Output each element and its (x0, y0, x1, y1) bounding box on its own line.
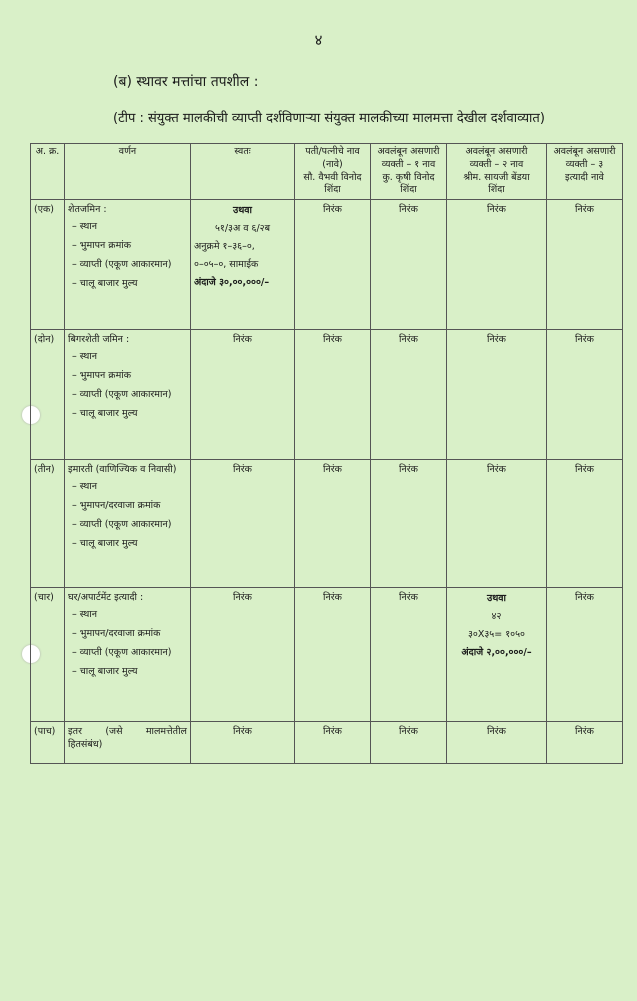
row-item: – भुमापन क्रमांक (72, 370, 132, 382)
row-description (65, 460, 191, 588)
row-title-line: हितसंबंध) (68, 739, 103, 751)
self-value: निरंक (191, 330, 295, 460)
dep1-value: निरंक (371, 722, 447, 764)
header-spouse-line: (नावे) (322, 158, 343, 170)
row-title: शेतजमिन : (68, 204, 107, 216)
header-spouse-line: शिंदा (324, 184, 341, 196)
dep2-detail-line: ३०X३५= १०५० (467, 629, 525, 641)
section-note: (टीप : संयुक्त मालकीची व्याप्ती दर्शविणाऱ्या संयुक्त मालकीच्या मालमत्ता देखील दर्शवाव्यात) (113, 111, 545, 126)
dep2-value: निरंक (447, 722, 547, 764)
dep1-value: निरंक (371, 588, 447, 722)
row-serial-no: (दोन) (31, 330, 65, 460)
dep2-value: निरंक (447, 460, 547, 588)
table-row (31, 330, 623, 460)
self-details (191, 200, 295, 330)
row-description (65, 200, 191, 330)
self-detail-line: उथवा (232, 205, 253, 217)
table-row (31, 588, 623, 722)
section-heading: (ब) स्थावर मत्तांचा तपशील : (113, 74, 259, 90)
header-dep1-line: अवलंबून असणारी (377, 146, 440, 157)
page-number: ४ (314, 31, 323, 49)
self-value: निरंक (191, 460, 295, 588)
header-dep1-line: व्यक्ती – १ नाव (381, 158, 436, 170)
dep3-value: निरंक (547, 722, 623, 764)
header-spouse (295, 144, 371, 200)
dep2-details (447, 588, 547, 722)
spouse-value: निरंक (295, 460, 371, 588)
table-row (31, 722, 623, 764)
header-dep3-line: व्यक्ती – ३ (565, 158, 604, 170)
header-spouse-line: पती/पत्नीचे नाव (305, 146, 360, 157)
row-description (65, 330, 191, 460)
row-item: – स्थान (72, 609, 98, 621)
table-header-row (31, 144, 623, 200)
header-dep1-line: शिंदा (400, 184, 417, 196)
dep2-detail-line: अंदाजे २,००,०००/– (461, 647, 532, 659)
dep2-detail-line: ४२ (491, 611, 502, 623)
header-dep2-line: अवलंबून असणारी (465, 146, 528, 157)
dep3-value: निरंक (547, 460, 623, 588)
header-dep3-line: इत्यादी नावे (565, 171, 604, 183)
header-dep2-line: श्रीम. सायजी बेंडया (463, 171, 530, 183)
header-dependent-3 (547, 144, 623, 200)
table-row (31, 460, 623, 588)
self-detail-line: ०–०५–०, सामाईक (194, 259, 259, 271)
self-detail-line: अंदाजे ३०,००,०००/– (194, 277, 270, 289)
immovable-assets-table (30, 143, 623, 764)
row-item: – व्याप्ती (एकूण आकारमान) (72, 389, 172, 401)
row-title-line (68, 724, 187, 737)
spouse-value: निरंक (295, 722, 371, 764)
header-serial-no: अ. क्र. (31, 144, 65, 200)
self-detail-line: ५१/३अ व ६/२ब (214, 223, 271, 235)
header-self: स्वतः (191, 144, 295, 200)
row-title: बिगरशेती जमिन : (68, 334, 130, 346)
header-dep3-line: अवलंबून असणारी (553, 146, 616, 157)
dep2-detail-line: उथवा (486, 593, 507, 605)
self-detail-line: अनुक्रमे १–३६–०, (194, 241, 255, 253)
row-description (65, 722, 191, 764)
row-item: – स्थान (72, 351, 98, 363)
row-item: – भुमापन/दरवाजा क्रमांक (72, 500, 161, 512)
spouse-value: निरंक (295, 200, 371, 330)
row-item: – व्याप्ती (एकूण आकारमान) (72, 647, 172, 659)
dep1-value: निरंक (371, 330, 447, 460)
dep1-value: निरंक (371, 460, 447, 588)
header-description: वर्णन (65, 144, 191, 200)
row-title: घर/अपार्टमेंट इत्यादी : (68, 592, 144, 604)
dep1-value: निरंक (371, 200, 447, 330)
row-title-part: मालमत्तेतील (145, 726, 187, 738)
row-serial-no: (एक) (31, 200, 65, 330)
table-row (31, 200, 623, 330)
row-description (65, 588, 191, 722)
self-value: निरंक (191, 722, 295, 764)
spouse-value: निरंक (295, 330, 371, 460)
row-item: – भुमापन/दरवाजा क्रमांक (72, 628, 161, 640)
dep3-value: निरंक (547, 330, 623, 460)
header-dependent-1 (371, 144, 447, 200)
row-item: – चालू बाजार मुल्य (72, 408, 138, 420)
header-dep2-line: व्यक्ती – २ नाव (469, 158, 524, 170)
dep3-value: निरंक (547, 200, 623, 330)
dep2-value: निरंक (447, 330, 547, 460)
row-serial-no: (पाच) (31, 722, 65, 764)
header-dependent-2 (447, 144, 547, 200)
row-title-part: (जसे (105, 726, 123, 738)
row-item: – व्याप्ती (एकूण आकारमान) (72, 259, 172, 271)
row-title-part: इतर (68, 726, 82, 738)
row-serial-no: (चार) (31, 588, 65, 722)
dep3-value: निरंक (547, 588, 623, 722)
row-item: – व्याप्ती (एकूण आकारमान) (72, 519, 172, 531)
header-dep2-line: शिंदा (488, 184, 505, 196)
dep2-value: निरंक (447, 200, 547, 330)
row-serial-no: (तीन) (31, 460, 65, 588)
row-item: – चालू बाजार मुल्य (72, 538, 138, 550)
row-item: – स्थान (72, 481, 98, 493)
row-item: – भुमापन क्रमांक (72, 240, 132, 252)
spouse-value: निरंक (295, 588, 371, 722)
row-item: – चालू बाजार मुल्य (72, 278, 138, 290)
row-item: – स्थान (72, 221, 98, 233)
self-value: निरंक (191, 588, 295, 722)
row-title: इमारती (वाणिज्यिक व निवासी) (68, 464, 177, 476)
row-item: – चालू बाजार मुल्य (72, 666, 138, 678)
header-dep1-line: कु. कृषी विनोद (382, 171, 435, 183)
header-spouse-line: सौ. वैभवी विनोद (303, 171, 362, 183)
